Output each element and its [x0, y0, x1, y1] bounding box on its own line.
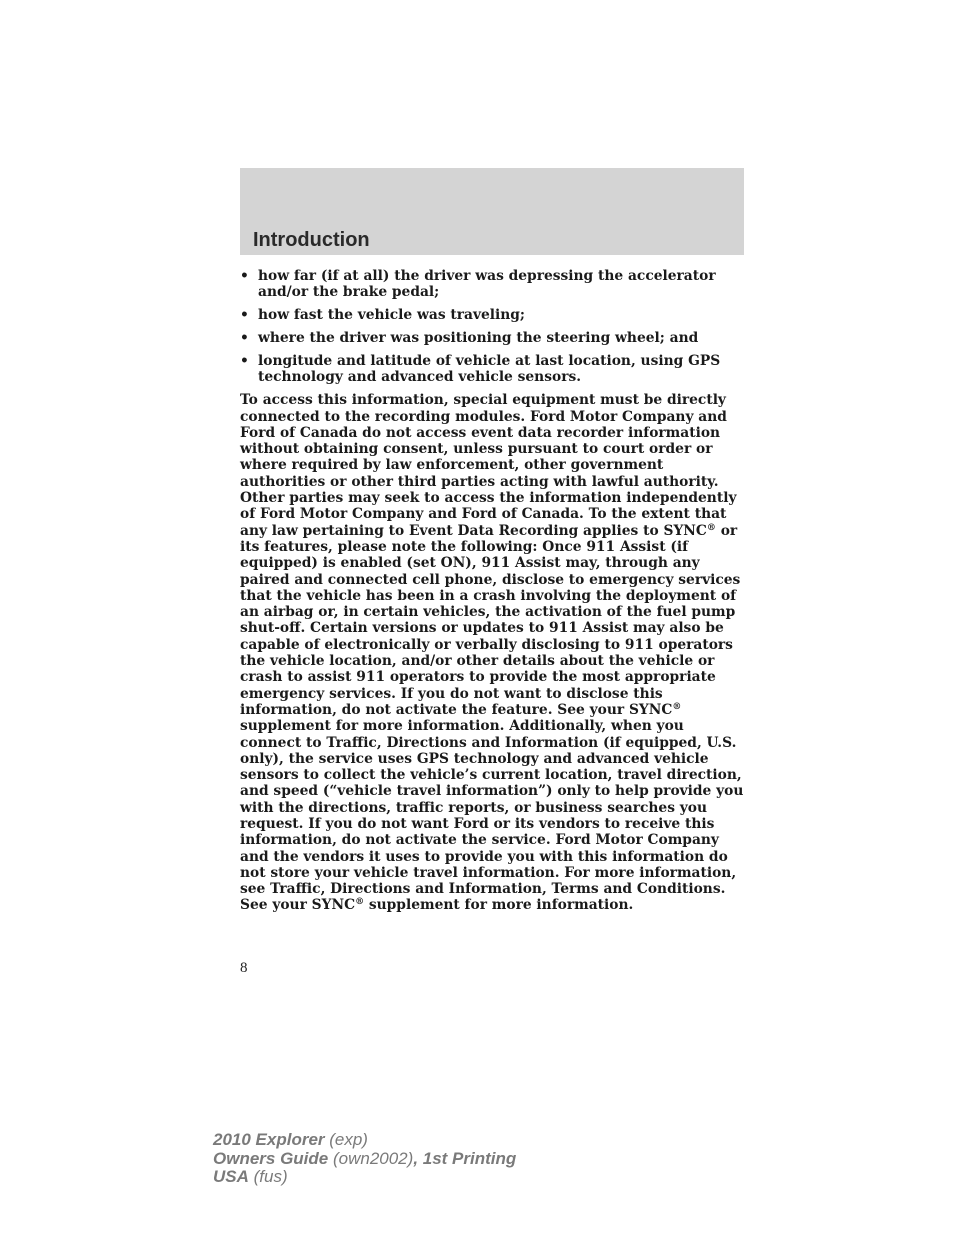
list-item-text: longitude and latitude of vehicle at last location, using GPS technology and advanced vehicle sensors.: [258, 352, 721, 385]
list-item: [240, 307, 744, 323]
footer-model: 2010 Explorer: [213, 1130, 325, 1149]
body-text-part-4: supplement for more information.: [364, 897, 634, 914]
section-header-band: [240, 168, 744, 255]
footer-model-code: (exp): [324, 1130, 368, 1149]
page-number: 8: [240, 960, 248, 976]
section-title: Introduction: [253, 229, 370, 251]
bullet-icon: •: [240, 268, 249, 284]
list-item: [240, 268, 744, 301]
footer-line-model: [213, 1131, 516, 1150]
footer-market: USA: [213, 1167, 249, 1186]
body-text-part-1: To access this information, special equipment must be directly connected to the recording modules. Ford Motor Company and Ford of Canada do not access event data recorder information without obtaining consent, unless pursuant to court order or where required by law enforcement, other government authorities or other third parties acting with lawful authority. Other parties may seek to access the information independently of Ford Motor Company and Ford of Canada. To the extent that any law pertaining to Event Data Recording applies to SYNC: [240, 392, 737, 539]
list-item: [240, 330, 744, 346]
list-item-text: where the driver was positioning the steering wheel; and: [258, 329, 699, 346]
bullet-icon: •: [240, 307, 249, 324]
footer-guide-code: (own2002): [328, 1148, 414, 1168]
list-item: [240, 353, 744, 386]
registered-mark: ®: [672, 701, 682, 712]
footer-line-market: [213, 1168, 516, 1187]
list-item-text: how fast the vehicle was traveling;: [258, 307, 526, 324]
bullet-list: [240, 268, 744, 385]
body-text-part-2: or its features, please note the following: Once 911 Assist (if equipped) is enabled (set ON), 911 Assist may, through any paired and connected cell phone, disclose to emergency services that the vehicle has been in a crash involving the deployment of an airbag or, in certain vehicles, the activation of the fuel pump shut-off. Certain versions or updates to 911 Assist may also be capable of electronically or verbally disclosing to 911 operators the vehicle location, and/or other details about the vehicle or crash to assist 911 operators to provide the most appropriate emergency services. If you do not want to disclose this information, do not activate the feature. See your SYNC: [240, 522, 741, 718]
footer-printing: , 1st Printing: [413, 1148, 517, 1168]
list-item-text: how far (if at all) the driver was depressing the accelerator and/or the brake pedal;: [258, 268, 716, 301]
bullet-icon: •: [240, 352, 249, 369]
footer-line-guide: [213, 1150, 516, 1169]
bullet-icon: •: [240, 329, 249, 346]
document-footer: [213, 1131, 516, 1187]
registered-mark: ®: [706, 522, 716, 533]
body-text-part-3: supplement for more information. Additionally, when you connect to Traffic, Directions and Information (if equipped, U.S. only), the service uses GPS technology and advanced vehicle sensors to collect the vehicle’s current location, travel direction, and speed (“vehicle travel information”) only to help provide you with the directions, traffic reports, or business searches you request. If you do not want Ford or its vendors to receive this information, do not activate the service. Ford Motor Company and the vendors it uses to provide you with this information do not store your vehicle travel information. For more information, see Traffic, Directions and Information, Terms and Conditions. See your SYNC: [240, 718, 744, 914]
body-paragraph: [240, 392, 744, 914]
main-content: [240, 268, 744, 914]
footer-market-code: (fus): [248, 1167, 288, 1186]
registered-mark: ®: [355, 897, 365, 908]
footer-guide: Owners Guide: [213, 1148, 329, 1168]
